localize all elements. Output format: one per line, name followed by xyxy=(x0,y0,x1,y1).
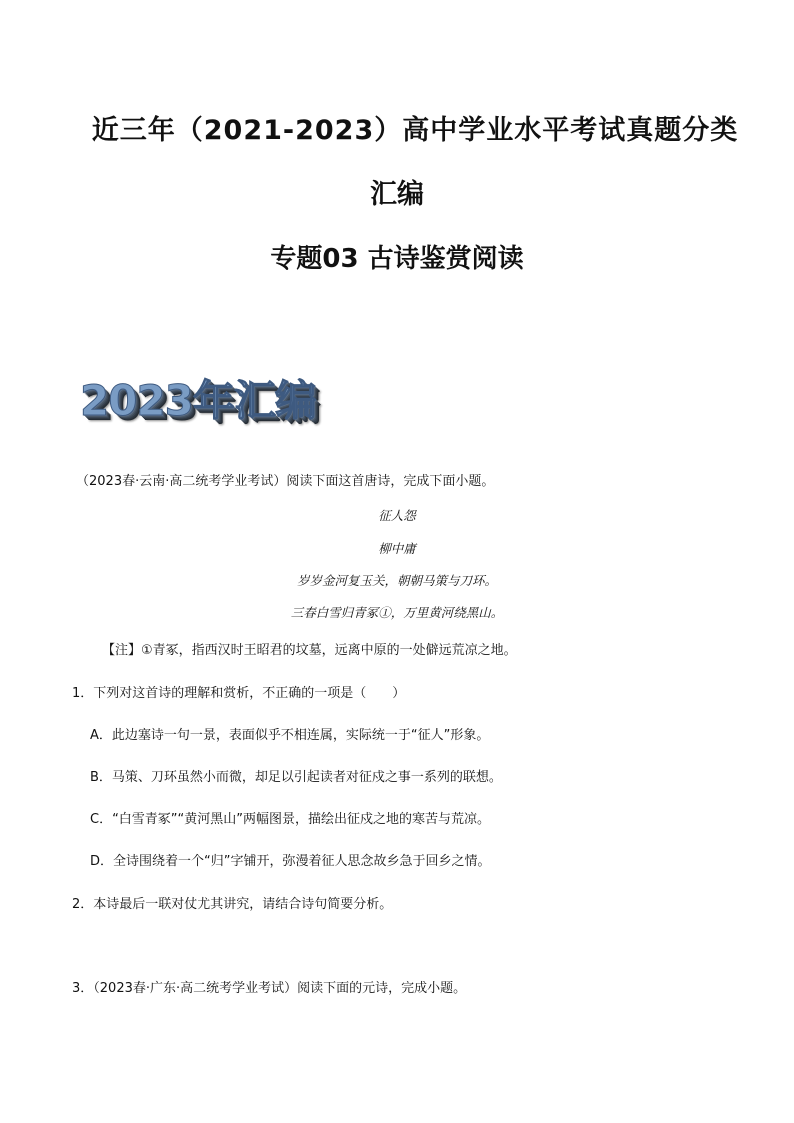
document-title: 近三年（2021-2023）高中学业水平考试真题分类 xyxy=(91,115,739,146)
question-3: 3．（2023春·广东·高二统考学业考试）阅读下面的元诗，完成小题。 xyxy=(72,981,467,996)
question-1: 1．下列对这首诗的理解和赏析，不正确的一项是（ ） xyxy=(72,686,406,701)
passage-intro: （2023春·云南·高二统考学业考试）阅读下面这首唐诗，完成下面小题。 xyxy=(76,474,495,489)
poem-line-2: 三春白雪归青冢①，万里黄河绕黑山。 xyxy=(290,605,504,620)
topic-heading: 专题03 古诗鉴赏阅读 xyxy=(270,244,524,274)
annotation-note: 【注】①青冢，指西汉时王昭君的坟墓，远离中原的一处僻远荒凉之地。 xyxy=(102,643,517,658)
option-c: C．“白雪青冢”“黄河黑山”两幅图景，描绘出征戍之地的寒苦与荒凉。 xyxy=(90,812,491,827)
question-2: 2．本诗最后一联对仗尤其讲究，请结合诗句简要分析。 xyxy=(72,897,393,912)
poem-title: 征人怨 xyxy=(378,508,416,523)
year-banner: 2023年汇编 xyxy=(80,376,316,425)
poem-line-1: 岁岁金河复玉关，朝朝马策与刀环。 xyxy=(296,573,497,588)
option-a: A．此边塞诗一句一景，表面似乎不相连属，实际统一于“征人”形象。 xyxy=(90,728,490,743)
poem-author: 柳中庸 xyxy=(378,541,416,556)
option-b: B．马策、刀环虽然小而微，却足以引起读者对征戍之事一系列的联想。 xyxy=(90,770,502,785)
document-title-continued: 汇编 xyxy=(370,179,424,210)
option-d: D．全诗围绕着一个“归”字铺开，弥漫着征人思念故乡急于回乡之情。 xyxy=(90,854,491,869)
